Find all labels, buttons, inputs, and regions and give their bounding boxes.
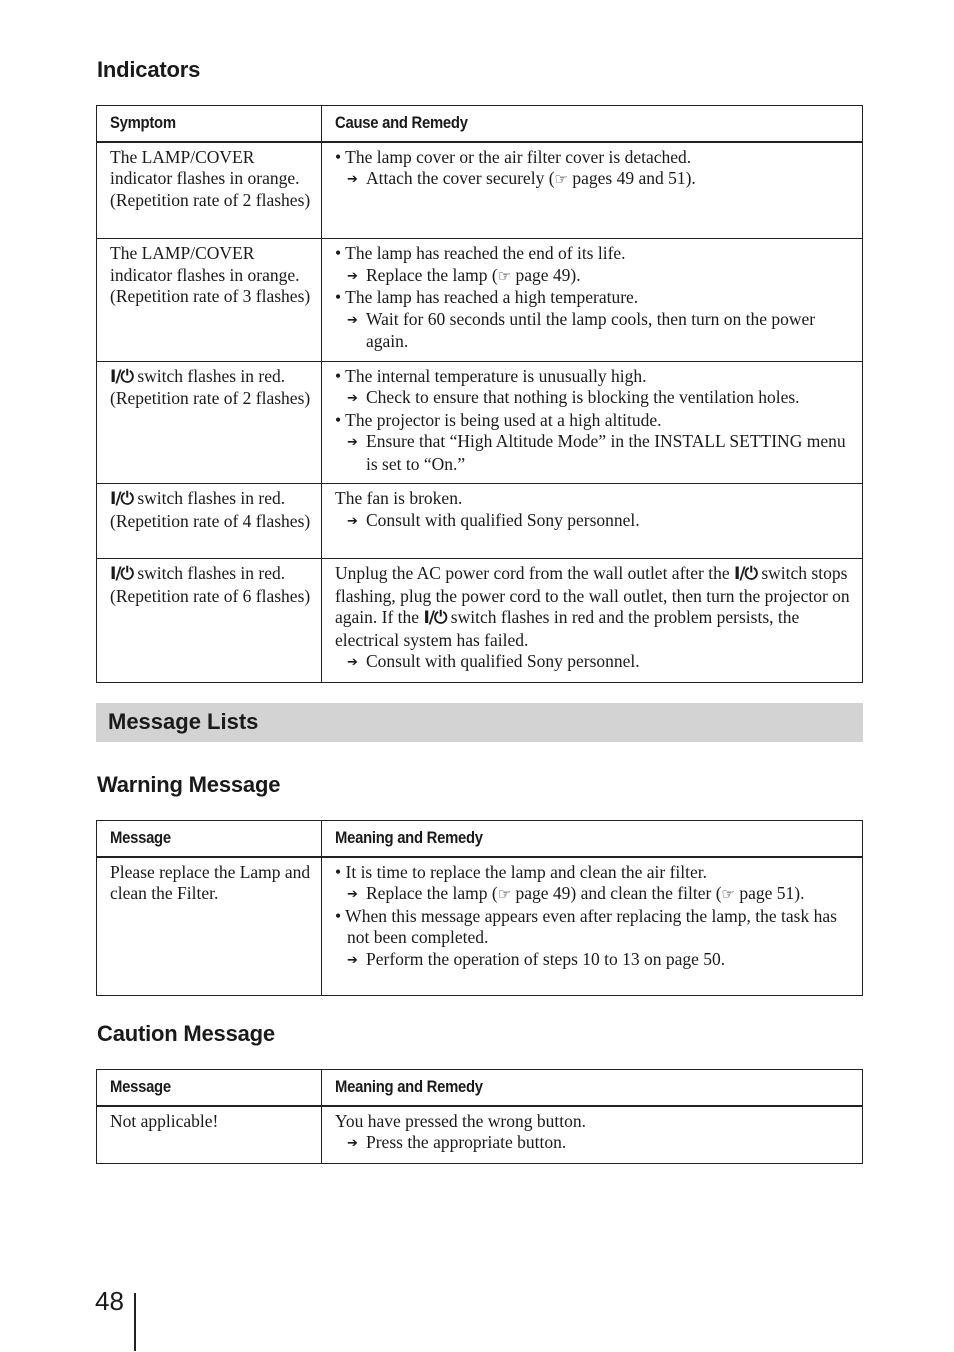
- message-column-header: Message: [97, 821, 322, 857]
- indicators-table: [96, 105, 863, 683]
- remedy-text: ➔ Press the appropriate button.: [335, 1132, 854, 1155]
- remedy-text: ➔ Perform the operation of steps 10 to 13 on page 50.: [335, 949, 854, 972]
- caution-message-heading: Caution Message: [97, 1021, 275, 1046]
- power-switch-icon: I/⏻: [110, 564, 133, 584]
- power-switch-icon: I/⏻: [110, 366, 133, 387]
- remedy-text: ➔ Check to ensure that nothing is blocking the ventilation holes.: [335, 387, 854, 410]
- arrow-icon: ➔: [347, 952, 358, 968]
- cause-text: • The internal temperature is unusually high.: [335, 365, 647, 386]
- arrow-icon: ➔: [347, 655, 358, 670]
- table-row: [97, 484, 863, 559]
- remedy-cell: [322, 857, 863, 996]
- arrow-icon: ➔: [347, 435, 358, 450]
- symptom-cell: The LAMP/COVER indicator flashes in orange. (Repetition rate of 3 flashes): [97, 239, 322, 362]
- cause-text: • The lamp has reached a high temperature.: [335, 287, 639, 307]
- remedy-text: ➔ Consult with qualified Sony personnel.: [335, 651, 854, 674]
- arrow-icon: ➔: [347, 887, 358, 902]
- arrow-icon: ➔: [347, 268, 358, 284]
- arrow-icon: ➔: [347, 312, 358, 328]
- symptom-column-header: Symptom: [97, 106, 322, 142]
- arrow-icon: ➔: [347, 1136, 358, 1151]
- page-reference-icon: ☞: [497, 266, 512, 285]
- warning-message-heading: Warning Message: [97, 772, 281, 797]
- cause-text: • It is time to replace the lamp and clean the air filter.: [335, 861, 708, 882]
- cause-remedy-column-header: Cause and Remedy: [322, 106, 863, 142]
- meaning-remedy-column-header: Meaning and Remedy: [322, 821, 863, 857]
- remedy-text: ➔ Replace the lamp (☞ page 49) and clean the filter (☞ page 51).: [335, 883, 854, 906]
- warning-message-table: [96, 820, 863, 996]
- power-switch-icon: I/⏻: [423, 608, 447, 628]
- arrow-icon: ➔: [347, 513, 358, 529]
- page-reference-icon: ☞: [721, 885, 735, 903]
- cause-text: The fan is broken.: [335, 488, 463, 508]
- page-reference-icon: ☞: [554, 170, 568, 188]
- caution-message-table: [96, 1069, 863, 1164]
- message-column-header: Message: [97, 1070, 322, 1106]
- power-switch-icon: I/⏻: [110, 489, 133, 509]
- meaning-remedy-column-header: Meaning and Remedy: [322, 1070, 863, 1106]
- remedy-text: ➔ Replace the lamp (☞ page 49).: [335, 265, 854, 288]
- remedy-cell: [322, 361, 863, 484]
- power-switch-icon: I/⏻: [734, 564, 757, 584]
- remedy-text: ➔ Wait for 60 seconds until the lamp cools, then turn on the power again.: [347, 308, 816, 351]
- symptom-cell: The LAMP/COVER indicator flashes in orange. (Repetition rate of 2 flashes): [97, 142, 322, 239]
- remedy-cell: [322, 484, 863, 559]
- remedy-text: ➔ Attach the cover securely (☞ pages 49 and 51).: [335, 168, 854, 191]
- remedy-cell: [322, 239, 863, 362]
- page-reference-icon: ☞: [497, 885, 512, 903]
- page-number: 48: [95, 1286, 124, 1316]
- table-row: [97, 559, 863, 683]
- table-row: [97, 239, 863, 362]
- page-number-divider: [134, 1293, 136, 1351]
- cause-text: • The lamp cover or the air filter cover is detached.: [335, 146, 692, 167]
- message-lists-heading: Message Lists: [108, 709, 259, 734]
- arrow-icon: ➔: [347, 172, 358, 187]
- remedy-cell: [322, 1106, 863, 1164]
- table-row: [97, 857, 863, 996]
- table-row: [97, 1106, 863, 1164]
- cause-text: • The projector is being used at a high altitude.: [335, 409, 662, 430]
- symptom-cell: I/⏻ switch flashes in red. (Repetition rate of 6 flashes): [97, 559, 322, 683]
- arrow-icon: ➔: [347, 391, 358, 406]
- cause-text: Unplug the AC power cord from the wall outlet after the I/⏻ switch stops flashing, plug the power cord to the wall outlet, then turn the projector on again. If the I/⏻ switch flashes in red and the problem persists, the electrical system has failed.: [335, 563, 850, 650]
- message-lists-section-band: [96, 703, 863, 742]
- cause-text: • When this message appears even after replacing the lamp, the task has not been completed.: [335, 905, 837, 947]
- cause-text: • The lamp has reached the end of its life.: [335, 243, 626, 263]
- remedy-cell: [322, 142, 863, 239]
- remedy-text: ➔ Consult with qualified Sony personnel.: [335, 510, 854, 533]
- message-cell: Not applicable!: [97, 1106, 322, 1164]
- table-row: [97, 361, 863, 484]
- cause-text: You have pressed the wrong button.: [335, 1110, 586, 1131]
- indicators-heading: Indicators: [97, 57, 201, 82]
- table-row: [97, 142, 863, 239]
- symptom-cell: I/⏻ switch flashes in red. (Repetition rate of 2 flashes): [97, 361, 322, 484]
- message-cell: Please replace the Lamp and clean the Filter.: [97, 857, 322, 996]
- remedy-cell: [322, 559, 863, 683]
- remedy-text: ➔ Ensure that “High Altitude Mode” in the INSTALL SETTING menu is set to “On.”: [347, 431, 846, 474]
- symptom-cell: I/⏻ switch flashes in red. (Repetition rate of 4 flashes): [97, 484, 322, 559]
